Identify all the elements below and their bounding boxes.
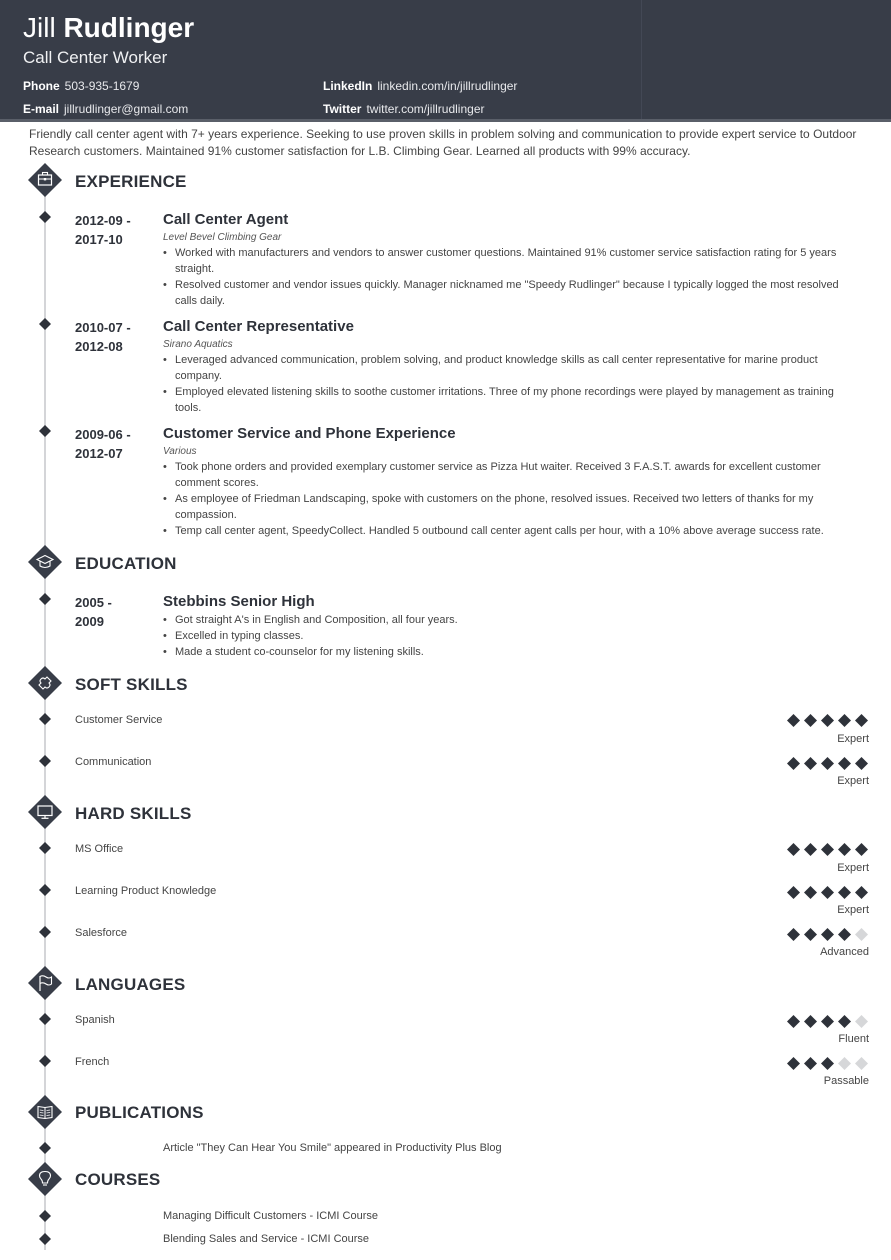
rating-diamond-filled — [854, 713, 869, 728]
rating-diamond-filled — [837, 756, 852, 771]
rating-diamond-filled — [820, 756, 835, 771]
skill-level: Expert — [837, 862, 869, 874]
job-bullet: • Resolved customer and vendor issues quickly. Manager nicknamed me "Speedy Rudlinger" because I typically logged the most resolved calls daily. — [163, 277, 863, 309]
skill-name: Customer Service — [75, 714, 163, 726]
language-name: French — [75, 1056, 110, 1068]
rating-diamond-filled — [837, 1014, 852, 1029]
section-title-experience: EXPERIENCE — [75, 172, 187, 191]
rating-diamond-empty — [854, 1014, 869, 1029]
skill-name: Salesforce — [75, 927, 127, 939]
header-divider — [641, 0, 642, 122]
rating-diamond-filled — [854, 756, 869, 771]
skill-name: Learning Product Knowledge — [75, 885, 217, 897]
publication-item: Article "They Can Hear You Smile" appeared in Productivity Plus Blog — [163, 1142, 502, 1154]
rating-diamond-filled — [803, 1014, 818, 1029]
skill-rating — [779, 885, 869, 901]
candidate-name — [23, 11, 194, 45]
language-level: Fluent — [838, 1033, 869, 1045]
education-bullet: • Got straight A's in English and Composition, all four years. — [163, 612, 863, 628]
job-bullets — [163, 459, 863, 539]
job-company: Various — [163, 446, 197, 457]
rating-diamond-filled — [786, 885, 801, 900]
rating-diamond-filled — [803, 713, 818, 728]
job-bullet: • Employed elevated listening skills to soothe customer irritations. Three of my phone recordings were played by management as training tools. — [163, 384, 863, 416]
profile-summary: Friendly call center agent with 7+ years experience. Seeking to use proven skills in problem solving and communication to provide expert service to Outdoor Research customers. Maintained 91% customer satisfaction for L.B. Climbing Gear. Learned all products with 99% accuracy. — [29, 127, 857, 158]
rating-diamond-filled — [854, 842, 869, 857]
contact-phone — [23, 78, 139, 94]
skill-name: Communication — [75, 756, 152, 768]
timeline-bullet — [39, 211, 51, 223]
rating-diamond-filled — [820, 1014, 835, 1029]
rating-diamond-filled — [786, 1014, 801, 1029]
contact-value[interactable]: 503-935-1679 — [64, 79, 140, 93]
rating-diamond-filled — [786, 842, 801, 857]
language-rating — [779, 1056, 869, 1072]
timeline-bullet — [39, 713, 51, 725]
timeline-bullet — [39, 842, 51, 854]
contact-value[interactable]: linkedin.com/in/jillrudlinger — [377, 79, 518, 93]
skill-name: MS Office — [75, 843, 124, 855]
rating-diamond-filled — [803, 1056, 818, 1071]
skill-level: Advanced — [820, 946, 869, 958]
monitor-icon — [28, 795, 62, 829]
rating-diamond-filled — [837, 927, 852, 942]
rating-diamond-filled — [837, 885, 852, 900]
timeline-bullet — [39, 1055, 51, 1067]
timeline-bullet — [39, 755, 51, 767]
skill-rating — [779, 756, 869, 772]
timeline-bullet — [39, 1233, 51, 1245]
timeline-bullet — [39, 318, 51, 330]
job-title: Customer Service and Phone Experience — [163, 425, 456, 442]
job-bullet: • Took phone orders and provided exemplary customer service as Pizza Hut waiter. Received 3 F.A.S.T. awards for excellent customer comment scores. — [163, 459, 863, 491]
skill-rating — [779, 927, 869, 943]
education-bullets — [163, 612, 863, 660]
contact-value[interactable]: jillrudlinger@gmail.com — [64, 102, 189, 116]
flag-icon — [28, 966, 62, 1000]
contact-label: Phone — [23, 79, 60, 93]
timeline-bullet — [39, 425, 51, 437]
candidate-job-title: Call Center Worker — [23, 48, 168, 67]
rating-diamond-empty — [854, 1056, 869, 1071]
job-title: Call Center Representative — [163, 318, 354, 335]
timeline-bullet — [39, 926, 51, 938]
job-date-start: 2012-09 - — [75, 213, 131, 228]
contact-email — [23, 101, 188, 117]
rating-diamond-filled — [803, 842, 818, 857]
section-title-courses: COURSES — [75, 1170, 161, 1189]
job-title: Call Center Agent — [163, 211, 289, 228]
language-level: Passable — [823, 1075, 869, 1087]
contact-linkedin — [323, 78, 517, 94]
contact-label: E-mail — [23, 102, 60, 116]
timeline-bullet — [39, 884, 51, 896]
rating-diamond-filled — [803, 756, 818, 771]
timeline-bullet — [39, 593, 51, 605]
section-title-soft-skills: SOFT SKILLS — [75, 675, 188, 694]
rating-diamond-empty — [837, 1056, 852, 1071]
rating-diamond-empty — [854, 927, 869, 942]
timeline-bullet — [39, 1210, 51, 1222]
rating-diamond-filled — [837, 842, 852, 857]
resume-header — [0, 0, 891, 122]
first-name: Jill — [23, 12, 56, 43]
rating-diamond-filled — [820, 713, 835, 728]
contact-label: Twitter — [323, 102, 362, 116]
rating-diamond-filled — [820, 927, 835, 942]
job-date-end: 2012-08 — [75, 339, 123, 354]
language-rating — [779, 1014, 869, 1030]
last-name: Rudlinger — [63, 12, 195, 43]
job-company: Sirano Aquatics — [163, 339, 233, 350]
rating-diamond-filled — [837, 713, 852, 728]
section-title-languages: LANGUAGES — [75, 975, 186, 994]
job-bullets — [163, 352, 863, 416]
skill-level: Expert — [837, 733, 869, 745]
skill-rating — [779, 713, 869, 729]
skill-level: Expert — [837, 775, 869, 787]
job-bullet: • Worked with manufacturers and vendors to answer customer questions. Maintained 91% customer service satisfaction rating for 5 years straight. — [163, 245, 863, 277]
rating-diamond-filled — [786, 1056, 801, 1071]
language-name: Spanish — [75, 1014, 115, 1026]
timeline-bullet — [39, 1142, 51, 1154]
rating-diamond-filled — [786, 927, 801, 942]
education-date-end: 2009 — [75, 614, 104, 629]
timeline-bullet — [39, 1013, 51, 1025]
header-bottom-border — [0, 119, 891, 122]
puzzle-icon — [28, 666, 62, 700]
section-title-education: EDUCATION — [75, 554, 177, 573]
rating-diamond-filled — [854, 885, 869, 900]
course-item: Blending Sales and Service - ICMI Course — [163, 1233, 370, 1245]
education-date-start: 2005 - — [75, 595, 112, 610]
skill-level: Expert — [837, 904, 869, 916]
education-bullet: • Excelled in typing classes. — [163, 628, 863, 644]
job-bullet: • As employee of Friedman Landscaping, spoke with customers on the phone, resolved issues. Received two letters of thanks for my compassion. — [163, 491, 863, 523]
briefcase-icon — [28, 163, 62, 197]
section-title-publications: PUBLICATIONS — [75, 1103, 204, 1122]
rating-diamond-filled — [820, 842, 835, 857]
contact-label: LinkedIn — [323, 79, 373, 93]
rating-diamond-filled — [786, 713, 801, 728]
school-name: Stebbins Senior High — [163, 593, 315, 610]
rating-diamond-filled — [820, 885, 835, 900]
course-item: Managing Difficult Customers - ICMI Course — [163, 1210, 378, 1222]
graduation-cap-icon — [28, 545, 62, 579]
education-bullet: • Made a student co-counselor for my listening skills. — [163, 644, 863, 660]
rating-diamond-filled — [786, 756, 801, 771]
skill-rating — [779, 842, 869, 858]
job-bullet: • Temp call center agent, SpeedyCollect. Handled 5 outbound call center agent calls per hour, with a 10% above average success rate. — [163, 523, 863, 539]
contact-twitter — [323, 101, 485, 117]
job-date-start: 2009-06 - — [75, 427, 131, 442]
job-date-start: 2010-07 - — [75, 320, 131, 335]
job-company: Level Bevel Climbing Gear — [163, 232, 282, 243]
rating-diamond-filled — [820, 1056, 835, 1071]
book-icon — [28, 1095, 62, 1129]
job-date-end: 2017-10 — [75, 232, 123, 247]
rating-diamond-filled — [803, 927, 818, 942]
job-bullet: • Leveraged advanced communication, problem solving, and product knowledge skills as call center representative for marine product company. — [163, 352, 863, 384]
section-title-hard-skills: HARD SKILLS — [75, 804, 192, 823]
lightbulb-icon — [28, 1162, 62, 1196]
contact-value[interactable]: twitter.com/jillrudlinger — [366, 102, 485, 116]
job-date-end: 2012-07 — [75, 446, 123, 461]
rating-diamond-filled — [803, 885, 818, 900]
job-bullets — [163, 245, 863, 309]
